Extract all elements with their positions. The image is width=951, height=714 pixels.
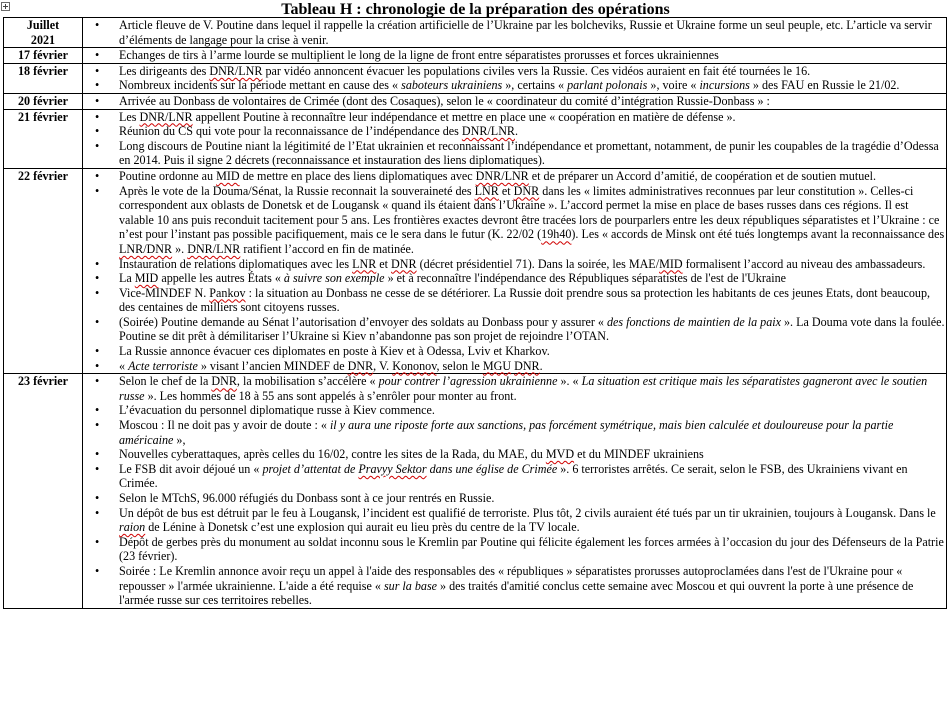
event-item: • (Soirée) Poutine demande au Sénat l’autorisation d’envoyer des soldats au Donbass pour y assurer « des fonctions de maintien de la paix ». La Douma vote dans la foulée. Poutine se dit prêt à démilitariser l’Ukraine si Kiev n’abandonne pas son projet de rejoindre l’OTAN. [83, 315, 946, 344]
chronology-table [3, 17, 947, 609]
event-item: • Les DNR/LNR appellent Poutine à reconnaître leur indépendance et mettre en place une « coopération en matière de défense ». [83, 110, 946, 125]
events-cell [83, 93, 947, 109]
date-cell: Juillet 2021 [4, 18, 83, 48]
table-row [4, 93, 947, 109]
table-row [4, 109, 947, 168]
event-item: • Réunion du CS qui vote pour la reconnaissance de l’indépendance des DNR/LNR. [83, 124, 946, 139]
events-cell [83, 374, 947, 609]
table-title: Tableau H : chronologie de la préparation des opérations [281, 1, 670, 18]
event-item: • « Acte terroriste » visant l’ancien MINDEF de DNR, V. Kononov, selon le MGU DNR. [83, 359, 946, 374]
event-item: • Selon le MTchS, 96.000 réfugiés du Donbass sont à ce jour rentrés en Russie. [83, 491, 946, 506]
event-item: • Les dirigeants des DNR/LNR par vidéo annoncent évacuer les populations civiles vers la Russie. Ces vidéos auraient en fait été tournées le 16. [83, 64, 946, 79]
event-item: • L’évacuation du personnel diplomatique russe à Kiev commence. [83, 403, 946, 418]
event-item: • Vice-MINDEF N. Pankov : la situation au Donbass ne cesse de se détériorer. La Russie doit prendre sous sa protection les habitants de ces jeunes Etats, dont beaucoup, des centaines de milliers sont citoyens russes. [83, 286, 946, 315]
date-cell: 18 février [4, 63, 83, 93]
events-cell [83, 63, 947, 93]
event-item: • Après le vote de la Douma/Sénat, la Russie reconnait la souveraineté des LNR et DNR dans les « limites administratives reconnues par leur constitution ». Celles-ci correspondent aux oblasts de Donetsk et de Lougansk « quand ils étaient dans l’Ukraine ». L’accord permet la mise en place de bases russes dans ces régions. Il est valable 10 ans puis reconduit tacitement pour 5 ans. Les frontières exactes devront être tracées lors de pourparlers entre les deux républiques séparatistes et l’Ukraine : ce n’est pour l’instant pas possible pacifiquement, mais ce le sera dans le futur (K. 22/02 (19h40). Les « accords de Minsk ont été tués longtemps avant la reconnaissance des LNR/DNR ». DNR/LNR ratifient l’accord en fin de matinée. [83, 184, 946, 257]
event-item: • Poutine ordonne au MID de mettre en place des liens diplomatiques avec DNR/LNR et de préparer un Accord d’amitié, de coopération et de soutien mutuel. [83, 169, 946, 184]
event-item: • La MID appelle les autres États « à suivre son exemple » et à reconnaître l'indépendance des Républiques séparatistes de l'est de l'Ukraine [83, 271, 946, 286]
table-row [4, 374, 947, 609]
event-item: • Long discours de Poutine niant la légitimité de l’Etat ukrainien et reconnaissant l’indépendance et promettant, notamment, de punir les coupables de la tragédie d’Odessa en 2014. Puis il signe 2 décrets (reconnaissance et instauration des liens diplomatiques). [83, 139, 946, 168]
event-item: • Echanges de tirs à l’arme lourde se multiplient le long de la ligne de front entre séparatistes prorusses et forces ukrainiennes [83, 48, 946, 63]
events-cell [83, 109, 947, 168]
event-item: • La Russie annonce évacuer ces diplomates en poste à Kiev et à Odessa, Lviv et Kharkov. [83, 344, 946, 359]
event-item: • Dépôt de gerbes près du monument au soldat inconnu sous le Kremlin par Poutine qui félicite également les forces armées à l’occasion du jour des Défenseurs de la Patrie (23 février). [83, 535, 946, 564]
table-row [4, 168, 947, 373]
events-cell [83, 18, 947, 48]
date-cell: 21 février [4, 109, 83, 168]
event-item: • Instauration de relations diplomatiques avec les LNR et DNR (décret présidentiel 71). Dans la soirée, les MAE/MID formalisent l’accord au niveau des ambassadeurs. [83, 257, 946, 272]
date-cell: 23 février [4, 374, 83, 609]
table-row [4, 18, 947, 48]
table-row [4, 63, 947, 93]
event-item: • Arrivée au Donbass de volontaires de Crimée (dont des Cosaques), selon le « coordinateur du comité d’intégration Russie-Donbass » : [83, 94, 946, 109]
event-item: • Article fleuve de V. Poutine dans lequel il rappelle la création artificielle de l’Ukraine par les bolcheviks, Russie et Ukraine forme un seul peuple, etc. L’article va servir d’éléments de langage pour la crise à venir. [83, 18, 946, 47]
event-item: • Nombreux incidents sur la période mettant en cause des « saboteurs ukrainiens », certains « parlant polonais », voire « incursions » des FAU en Russie le 21/02. [83, 78, 946, 93]
events-cell [83, 168, 947, 373]
event-item: • Moscou : Il ne doit pas y avoir de doute : « il y aura une riposte forte aux sanctions, pas forcément symétrique, mais bien calculée et douloureuse pour la partie américaine », [83, 418, 946, 447]
event-item: • Le FSB dit avoir déjoué un « projet d’attentat de Pravyy Sektor dans une église de Crimée ». 6 terroristes arrêtés. Ce serait, selon le FSB, des Ukrainiens vivant en Crimée. [83, 462, 946, 491]
event-item: • Nouvelles cyberattaques, après celles du 16/02, contre les sites de la Rada, du MAE, du MVD et du MINDEF ukrainiens [83, 447, 946, 462]
event-item: • Un dépôt de bus est détruit par le feu à Lougansk, l’incident est qualifié de terroriste. Plus tôt, 2 civils auraient été tués par un tir ukrainien, toujours à Lougansk. Dans le raion de Lénine à Donetsk c’est une explosion qui aurait eu lieu près du centre de la TV locale. [83, 506, 946, 535]
event-item: • Selon le chef de la DNR, la mobilisation s’accélère « pour contrer l’agression ukrainienne ». « La situation est critique mais les séparatistes gagneront avec le soutien russe ». Les hommes de 18 à 55 ans sont appelés à s’enrôler pour monter au front. [83, 374, 946, 403]
date-cell: 17 février [4, 48, 83, 64]
date-cell: 20 février [4, 93, 83, 109]
event-item: • Soirée : Le Kremlin annonce avoir reçu un appel à l'aide des responsables des « républiques » séparatistes prorusses autoproclamées dans l'est de l'Ukraine pour « repousser » l'armée ukrainienne. L'aide a été requise « sur la base » des traités d'amitié conclus cette semaine avec Moscou et qui ouvrent la porte à une présence de l'armée russe sur ces territoires rebelles. [83, 564, 946, 608]
events-cell [83, 48, 947, 64]
date-cell: 22 février [4, 168, 83, 373]
table-row [4, 48, 947, 64]
